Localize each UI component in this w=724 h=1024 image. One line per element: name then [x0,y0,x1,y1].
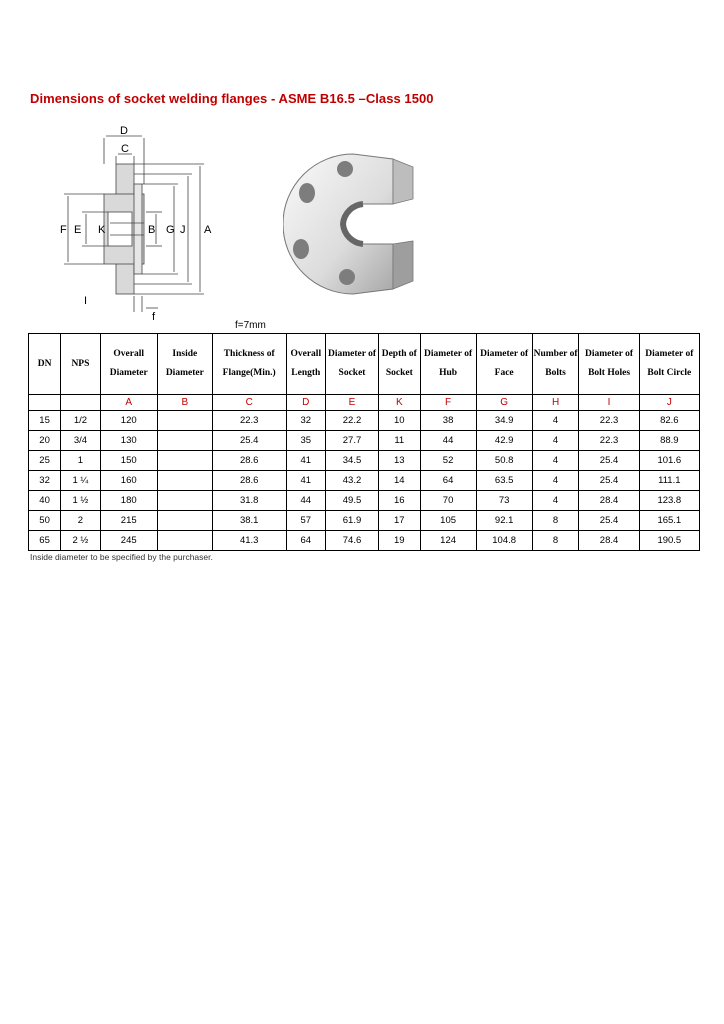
table-cell: 25.4 [579,451,639,471]
drawing-label-a: A [204,224,212,236]
table-cell: 1/2 [61,411,100,431]
header-nps: NPS [61,334,100,395]
table-cell: 28.6 [212,451,286,471]
table-cell: 14 [379,471,421,491]
table-cell: 3/4 [61,431,100,451]
table-cell: 1 ¼ [61,471,100,491]
header-hub-diameter: Diameter of Hub [420,334,476,395]
table-row [29,451,700,471]
table-cell: 2 [61,511,100,531]
code-cell: J [639,395,699,411]
table-cell: 32 [29,471,61,491]
flange-3d-illustration [283,149,423,299]
code-cell: D [286,395,325,411]
table-cell: 57 [286,511,325,531]
drawing-label-d: D [120,125,128,137]
table-cell: 4 [532,451,579,471]
table-cell [157,471,212,491]
table-cell: 44 [286,491,325,511]
table-header-row [29,334,700,395]
table-cell: 41 [286,451,325,471]
table-cell: 160 [100,471,157,491]
table-cell: 73 [476,491,532,511]
table-cell: 22.3 [212,411,286,431]
table-cell: 82.6 [639,411,699,431]
table-cell: 22.3 [579,431,639,451]
table-cell: 64 [286,531,325,551]
code-cell [29,395,61,411]
table-cell: 50 [29,511,61,531]
table-cell: 74.6 [326,531,379,551]
table-cell: 43.2 [326,471,379,491]
drawing-label-e: E [74,224,82,236]
code-cell: E [326,395,379,411]
drawing-label-f-lower: f [152,311,156,323]
code-cell: B [157,395,212,411]
table-cell: 25.4 [579,471,639,491]
table-cell: 25 [29,451,61,471]
table-cell: 124 [420,531,476,551]
table-cell: 70 [420,491,476,511]
table-cell: 22.2 [326,411,379,431]
table-cell: 8 [532,511,579,531]
table-cell: 10 [379,411,421,431]
header-flange-thickness: Thickness of Flange(Min.) [212,334,286,395]
table-cell [157,451,212,471]
f-dimension-note: f=7mm [235,320,266,331]
drawing-label-i: I [84,295,88,307]
table-cell: 50.8 [476,451,532,471]
table-cell: 41 [286,471,325,491]
table-cell [157,511,212,531]
drawing-label-c: C [121,143,129,155]
table-cell: 28.4 [579,531,639,551]
table-cell: 42.9 [476,431,532,451]
header-bolt-hole-diameter: Diameter of Bolt Holes [579,334,639,395]
table-cell: 245 [100,531,157,551]
table-cell: 4 [532,491,579,511]
table-cell: 11 [379,431,421,451]
table-cell: 2 ½ [61,531,100,551]
table-cell: 4 [532,431,579,451]
table-cell: 165.1 [639,511,699,531]
table-row [29,491,700,511]
header-socket-depth: Depth of Socket [379,334,421,395]
table-cell: 38.1 [212,511,286,531]
table-cell: 150 [100,451,157,471]
code-cell: H [532,395,579,411]
header-socket-diameter: Diameter of Socket [326,334,379,395]
header-bolt-circle-diameter: Diameter of Bolt Circle [639,334,699,395]
table-cell: 123.8 [639,491,699,511]
dimension-code-row [29,395,700,411]
header-inside-diameter: Inside Diameter [157,334,212,395]
table-row [29,471,700,491]
table-cell: 40 [29,491,61,511]
footnote: Inside diameter to be specified by the purchaser. [30,552,213,562]
code-cell: I [579,395,639,411]
table-cell: 4 [532,471,579,491]
table-cell: 130 [100,431,157,451]
table-cell [157,491,212,511]
code-cell: K [379,395,421,411]
drawing-label-k: K [98,224,106,236]
drawing-label-g: G [166,224,175,236]
table-cell: 13 [379,451,421,471]
header-dn: DN [29,334,61,395]
table-row [29,511,700,531]
table-cell: 44 [420,431,476,451]
code-cell: F [420,395,476,411]
table-cell: 61.9 [326,511,379,531]
drawing-label-b: B [148,224,156,236]
table-cell: 25.4 [212,431,286,451]
header-overall-length: Overall Length [286,334,325,395]
table-cell: 120 [100,411,157,431]
table-cell: 25.4 [579,511,639,531]
table-row [29,531,700,551]
table-cell: 28.6 [212,471,286,491]
table-cell: 17 [379,511,421,531]
table-cell: 28.4 [579,491,639,511]
table-cell: 65 [29,531,61,551]
table-cell: 34.5 [326,451,379,471]
table-cell: 27.7 [326,431,379,451]
table-cell: 63.5 [476,471,532,491]
table-cell: 22.3 [579,411,639,431]
code-cell [61,395,100,411]
table-cell: 20 [29,431,61,451]
table-cell: 190.5 [639,531,699,551]
table-cell: 15 [29,411,61,431]
table-cell: 19 [379,531,421,551]
flange-cross-section-drawing [54,124,224,324]
header-face-diameter: Diameter of Face [476,334,532,395]
table-cell: 104.8 [476,531,532,551]
table-cell: 64 [420,471,476,491]
table-cell: 92.1 [476,511,532,531]
table-cell: 31.8 [212,491,286,511]
table-cell: 34.9 [476,411,532,431]
table-cell: 101.6 [639,451,699,471]
table-cell: 8 [532,531,579,551]
table-cell [157,411,212,431]
page-title: Dimensions of socket welding flanges - ASME B16.5 –Class 1500 [30,91,434,106]
table-cell: 88.9 [639,431,699,451]
table-cell: 32 [286,411,325,431]
table-cell: 215 [100,511,157,531]
drawing-label-j: J [180,224,186,236]
table-cell: 180 [100,491,157,511]
table-cell: 1 ½ [61,491,100,511]
table-cell: 52 [420,451,476,471]
table-cell: 1 [61,451,100,471]
table-cell: 111.1 [639,471,699,491]
table-cell [157,531,212,551]
code-cell: A [100,395,157,411]
dimensions-table [28,333,700,551]
code-cell: G [476,395,532,411]
table-cell: 105 [420,511,476,531]
table-cell: 35 [286,431,325,451]
table-cell: 4 [532,411,579,431]
table-cell: 38 [420,411,476,431]
table-cell: 16 [379,491,421,511]
header-overall-diameter: Overall Diameter [100,334,157,395]
header-number-of-bolts: Number of Bolts [532,334,579,395]
table-cell [157,431,212,451]
code-cell: C [212,395,286,411]
table-row [29,431,700,451]
table-row [29,411,700,431]
table-cell: 49.5 [326,491,379,511]
drawing-label-f-upper: F [60,224,67,236]
table-cell: 41.3 [212,531,286,551]
